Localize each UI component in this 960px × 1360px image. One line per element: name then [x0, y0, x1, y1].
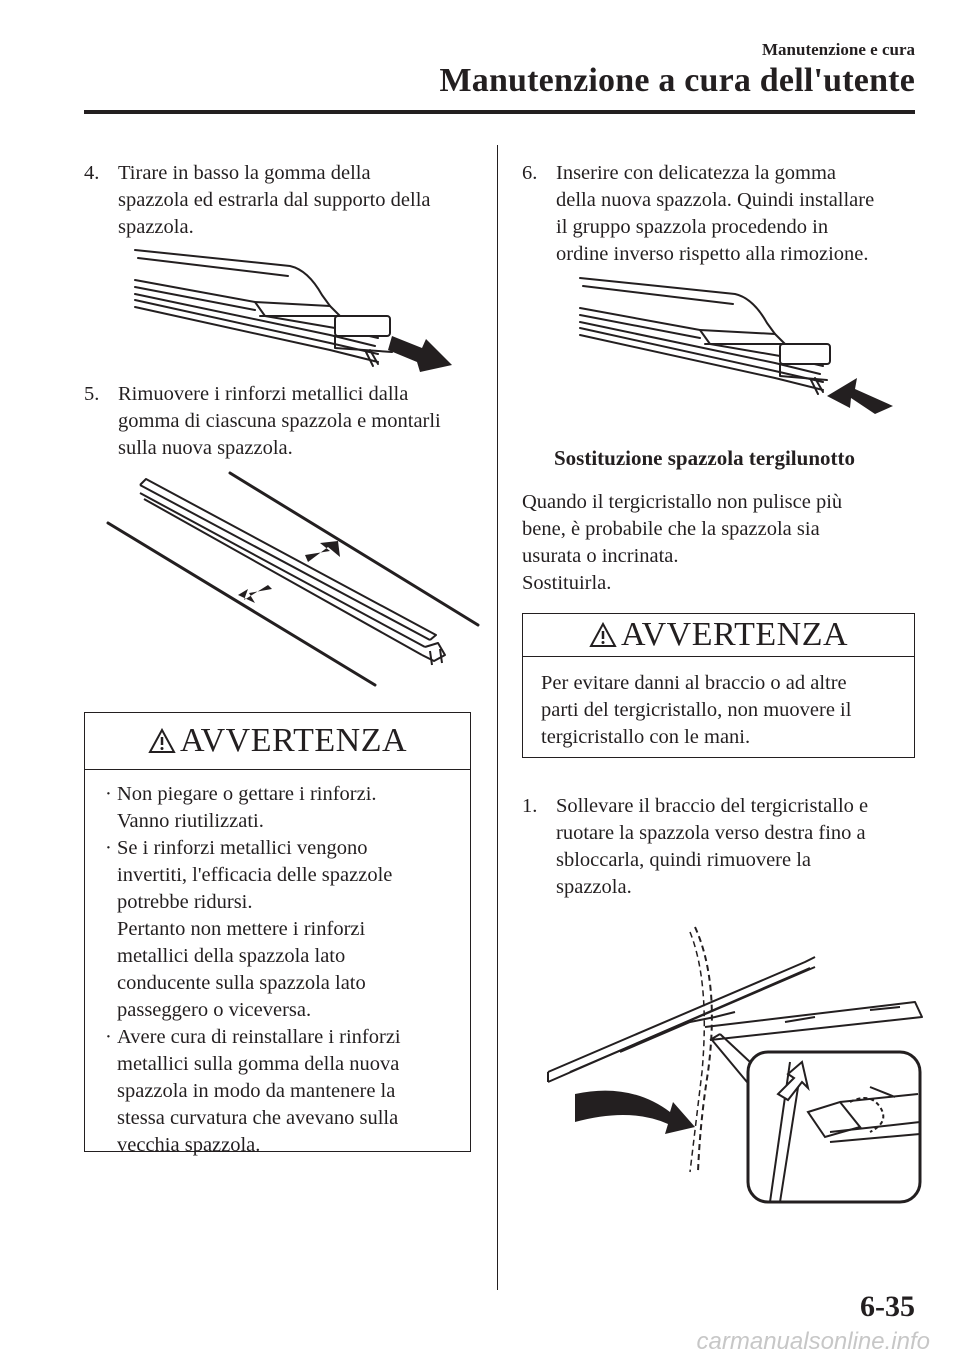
warning-text: [541, 670, 906, 751]
step-line: spazzola ed estrarla dal supporto della: [118, 189, 431, 211]
bullet-line: stessa curvatura che avevano sulla: [117, 1107, 399, 1129]
warning-box: [522, 613, 915, 758]
warning-title: AVVERTENZA: [620, 616, 849, 653]
bullet-line: metallici sulla gomma della nuova: [117, 1053, 400, 1075]
warning-line: Per evitare danni al braccio o ad altre: [541, 672, 847, 694]
step-line: Rimuovere i rinforzi metallici dalla: [118, 383, 409, 405]
step-number: 1.: [522, 795, 538, 817]
bullet-line: Se i rinforzi metallici vengono: [117, 837, 368, 859]
step-number: 6.: [522, 162, 538, 184]
step-line: Inserire con delicatezza la gomma: [556, 162, 837, 184]
warning-title: AVVERTENZA: [179, 722, 408, 759]
warning-line: tergicristallo con le mani.: [541, 726, 751, 748]
step-line: il gruppo spazzola procedendo in: [556, 216, 829, 238]
section-heading: Sostituzione spazzola tergilunotto: [554, 446, 855, 470]
step-5: [84, 381, 484, 466]
warning-bullet: [89, 781, 459, 835]
bullet-line: Pertanto non mettere i rinforzi: [117, 918, 366, 940]
step-1: [522, 793, 922, 905]
warning-header: [85, 713, 470, 770]
bullet-line: vecchia spazzola.: [117, 1134, 261, 1156]
bullet-line: passeggero o viceversa.: [117, 999, 312, 1021]
warning-box: [84, 712, 471, 1156]
bullet-line: invertiti, l'efficacia delle spazzole: [117, 864, 393, 886]
bullet-dot: ·: [105, 783, 112, 805]
step-line: spazzola.: [118, 216, 194, 238]
section-subtitle: Manutenzione e cura: [762, 40, 915, 59]
paragraph-line: Sostituirla.: [522, 572, 612, 594]
step-line: sulla nuova spazzola.: [118, 437, 293, 459]
paragraph-line: bene, è probabile che la spazzola sia: [522, 518, 820, 540]
header-rule: [84, 110, 915, 114]
step-line: Sollevare il braccio del tergicristallo e: [556, 795, 869, 817]
wiper-rubber-removal-illustration: [130, 240, 460, 375]
warning-triangle-icon: [589, 622, 617, 648]
step-6: [522, 160, 922, 272]
paragraph-line: usurata o incrinata.: [522, 545, 679, 567]
step-number: 4.: [84, 162, 100, 184]
bullet-dot: ·: [105, 837, 112, 859]
step-number: 5.: [84, 383, 100, 405]
bullet-line: Vanno riutilizzati.: [117, 810, 264, 832]
bullet-line: conducente sulla spazzola lato: [117, 972, 366, 994]
column-divider: [497, 145, 498, 1290]
warning-bullet-list: [89, 781, 459, 1159]
step-line: ruotare la spazzola verso destra fino a: [556, 822, 866, 844]
warning-bullet: [89, 835, 459, 1024]
rear-section-paragraph: [522, 489, 922, 597]
warning-header: [523, 614, 914, 657]
warning-triangle-icon: [148, 728, 176, 754]
metal-reinforcements-illustration: [100, 465, 485, 695]
page-number: 6-35: [860, 1290, 915, 1323]
step-4: [84, 160, 484, 245]
step-line: gomma di ciascuna spazzola e montarli: [118, 410, 441, 432]
step-line: sbloccarla, quindi rimuovere la: [556, 849, 812, 871]
warning-line: parti del tergicristallo, non muovere il: [541, 699, 852, 721]
bullet-dot: ·: [105, 1026, 112, 1048]
bullet-line: Avere cura di reinstallare i rinforzi: [117, 1026, 401, 1048]
watermark: carmanualsonline.info: [696, 1328, 930, 1355]
step-line: Tirare in basso la gomma della: [118, 162, 371, 184]
bullet-line: metallici della spazzola lato: [117, 945, 346, 967]
step-line: della nuova spazzola. Quindi installare: [556, 189, 875, 211]
step-line: ordine inverso rispetto alla rimozione.: [556, 243, 869, 265]
page-title: Manutenzione a cura dell'utente: [439, 62, 915, 99]
bullet-line: potrebbe ridursi.: [117, 891, 253, 913]
bullet-line: spazzola in modo da mantenere la: [117, 1080, 396, 1102]
warning-bullet: [89, 1024, 459, 1159]
paragraph-line: Quando il tergicristallo non pulisce più: [522, 491, 843, 513]
wiper-rubber-install-illustration: [575, 268, 905, 418]
bullet-line: Non piegare o gettare i rinforzi.: [117, 783, 377, 805]
step-line: spazzola.: [556, 876, 632, 898]
rear-wiper-removal-illustration: [540, 922, 930, 1212]
